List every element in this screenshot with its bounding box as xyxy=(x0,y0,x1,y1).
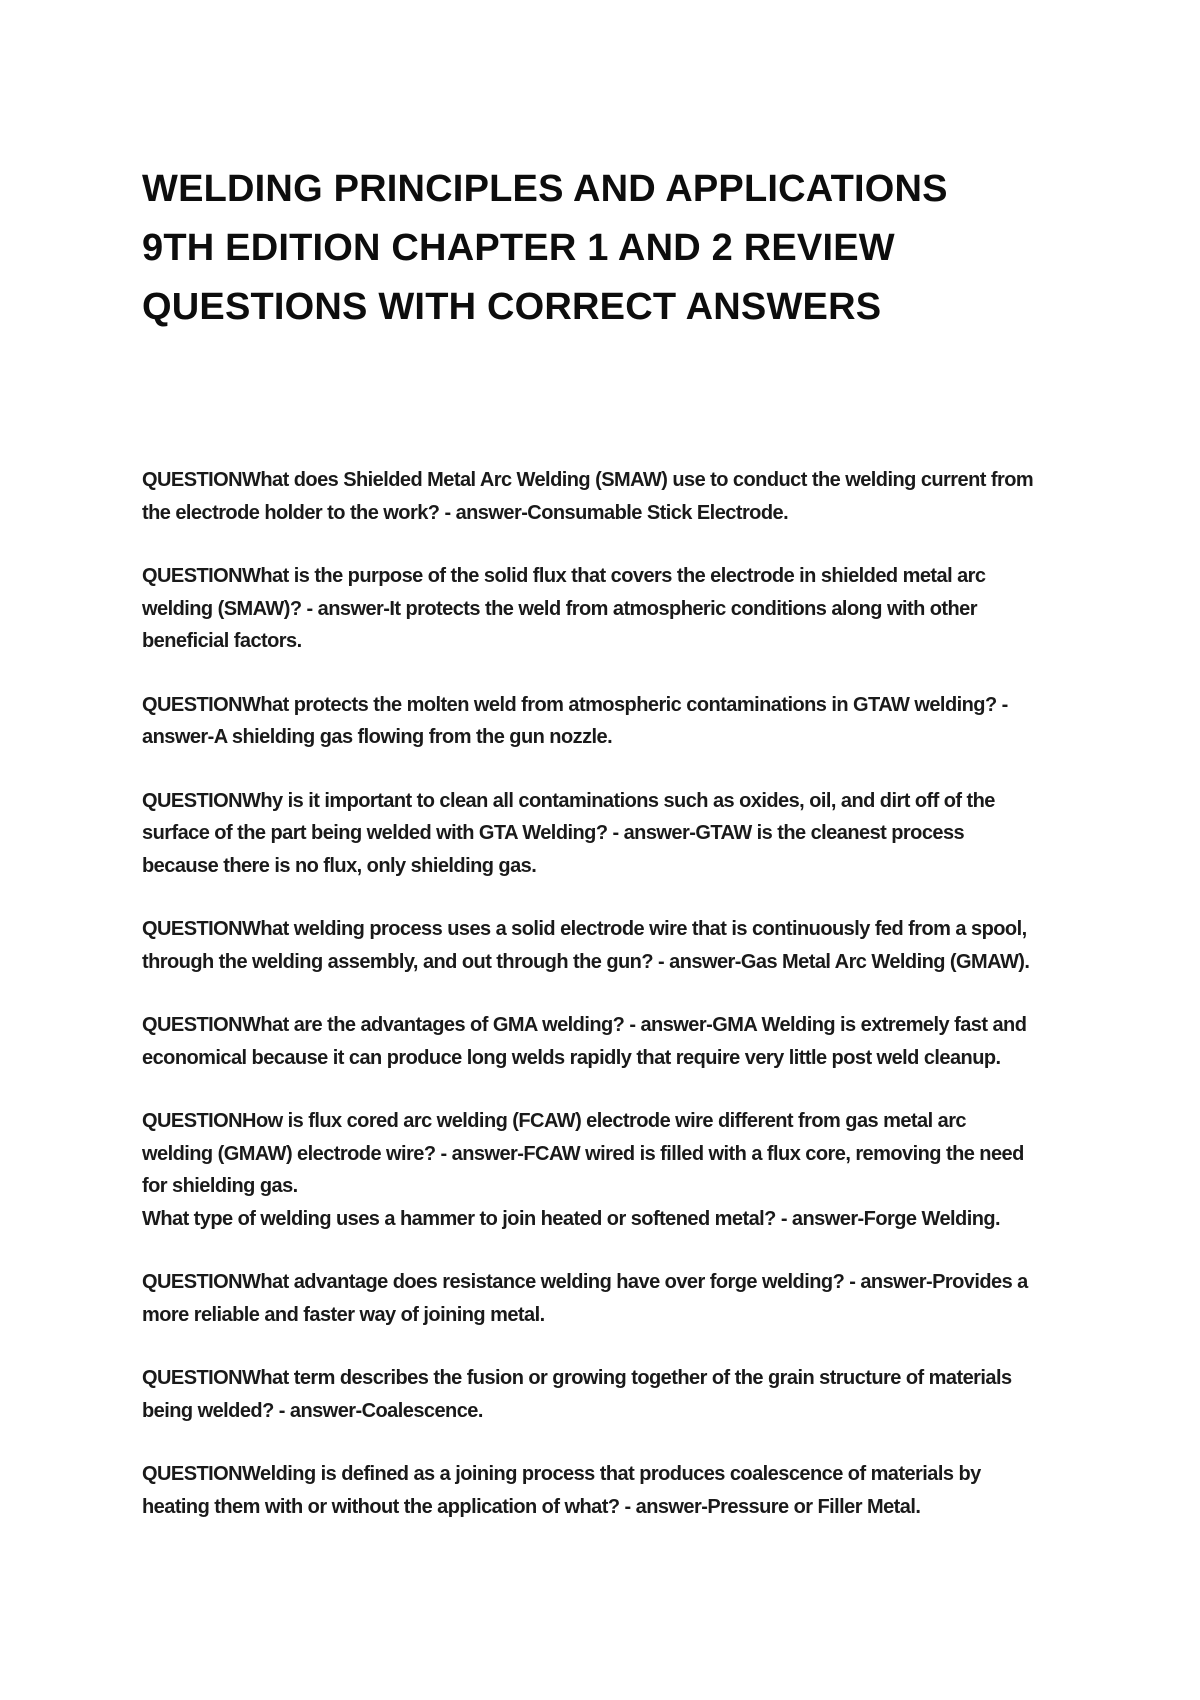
qa-item xyxy=(142,1458,1082,1523)
qa-line: answer-A shielding gas flowing from the gun nozzle. xyxy=(142,726,613,748)
qa-line: QUESTIONWhat is the purpose of the solid flux that covers the electrode in shielded metal arc xyxy=(142,565,986,587)
qa-line: welding (GMAW) electrode wire? - answer-FCAW wired is filled with a flux core, removing the need xyxy=(142,1142,1024,1165)
qa-line: more reliable and faster way of joining metal. xyxy=(142,1303,545,1326)
qa-item xyxy=(142,1362,1082,1427)
qa-line: beneficial factors. xyxy=(142,630,302,652)
qa-line: surface of the part being welded with GTA Welding? - answer-GTAW is the cleanest process xyxy=(142,822,965,844)
qa-item xyxy=(142,913,1082,978)
qa-item xyxy=(142,1105,1082,1235)
qa-item xyxy=(142,464,1082,529)
qa-line: QUESTIONWhat welding process uses a solid electrode wire that is continuously fed from a spool, xyxy=(142,918,1027,940)
qa-line: What type of welding uses a hammer to join heated or softened metal? - answer-Forge Welding. xyxy=(142,1207,1001,1230)
qa-line: being welded? - answer-Coalescence. xyxy=(142,1399,483,1422)
document-title xyxy=(142,160,1102,337)
qa-line: QUESTIONWhat does Shielded Metal Arc Welding (SMAW) use to conduct the welding current from xyxy=(142,469,1034,491)
qa-line: QUESTIONWhat are the advantages of GMA welding? - answer-GMA Welding is extremely fast and xyxy=(142,1014,1027,1036)
title-line: WELDING PRINCIPLES AND APPLICATIONS xyxy=(142,168,948,210)
title-line: QUESTIONS WITH CORRECT ANSWERS xyxy=(142,286,882,328)
qa-line: QUESTIONWhat protects the molten weld from atmospheric contaminations in GTAW welding? - xyxy=(142,693,1008,716)
qa-line: QUESTIONHow is flux cored arc welding (FCAW) electrode wire different from gas metal arc xyxy=(142,1110,967,1132)
qa-line: through the welding assembly, and out through the gun? - answer-Gas Metal Arc Welding (GMAW). xyxy=(142,950,1030,973)
qa-item xyxy=(142,1266,1082,1331)
qa-line: QUESTIONWhat term describes the fusion or growing together of the grain structure of materials xyxy=(142,1367,1012,1389)
qa-item xyxy=(142,785,1082,883)
qa-line: QUESTIONWhy is it important to clean all contaminations such as oxides, oil, and dirt off of the xyxy=(142,789,995,812)
qa-line: economical because it can produce long welds rapidly that require very little post weld cleanup. xyxy=(142,1046,1001,1069)
qa-item xyxy=(142,560,1082,658)
qa-line: QUESTIONWelding is defined as a joining process that produces coalescence of materials by xyxy=(142,1463,981,1485)
question-answer-list xyxy=(142,464,1082,1554)
qa-item xyxy=(142,1009,1082,1074)
title-line: 9TH EDITION CHAPTER 1 AND 2 REVIEW xyxy=(142,227,895,269)
qa-line: for shielding gas. xyxy=(142,1175,298,1197)
qa-line: QUESTIONWhat advantage does resistance welding have over forge welding? - answer-Provides a xyxy=(142,1271,1028,1293)
qa-line: because there is no flux, only shielding gas. xyxy=(142,854,537,877)
qa-line: the electrode holder to the work? - answer-Consumable Stick Electrode. xyxy=(142,501,789,524)
qa-item xyxy=(142,689,1082,754)
qa-line: heating them with or without the application of what? - answer-Pressure or Filler Metal. xyxy=(142,1495,921,1518)
qa-line: welding (SMAW)? - answer-It protects the weld from atmospheric conditions along with other xyxy=(142,597,977,620)
